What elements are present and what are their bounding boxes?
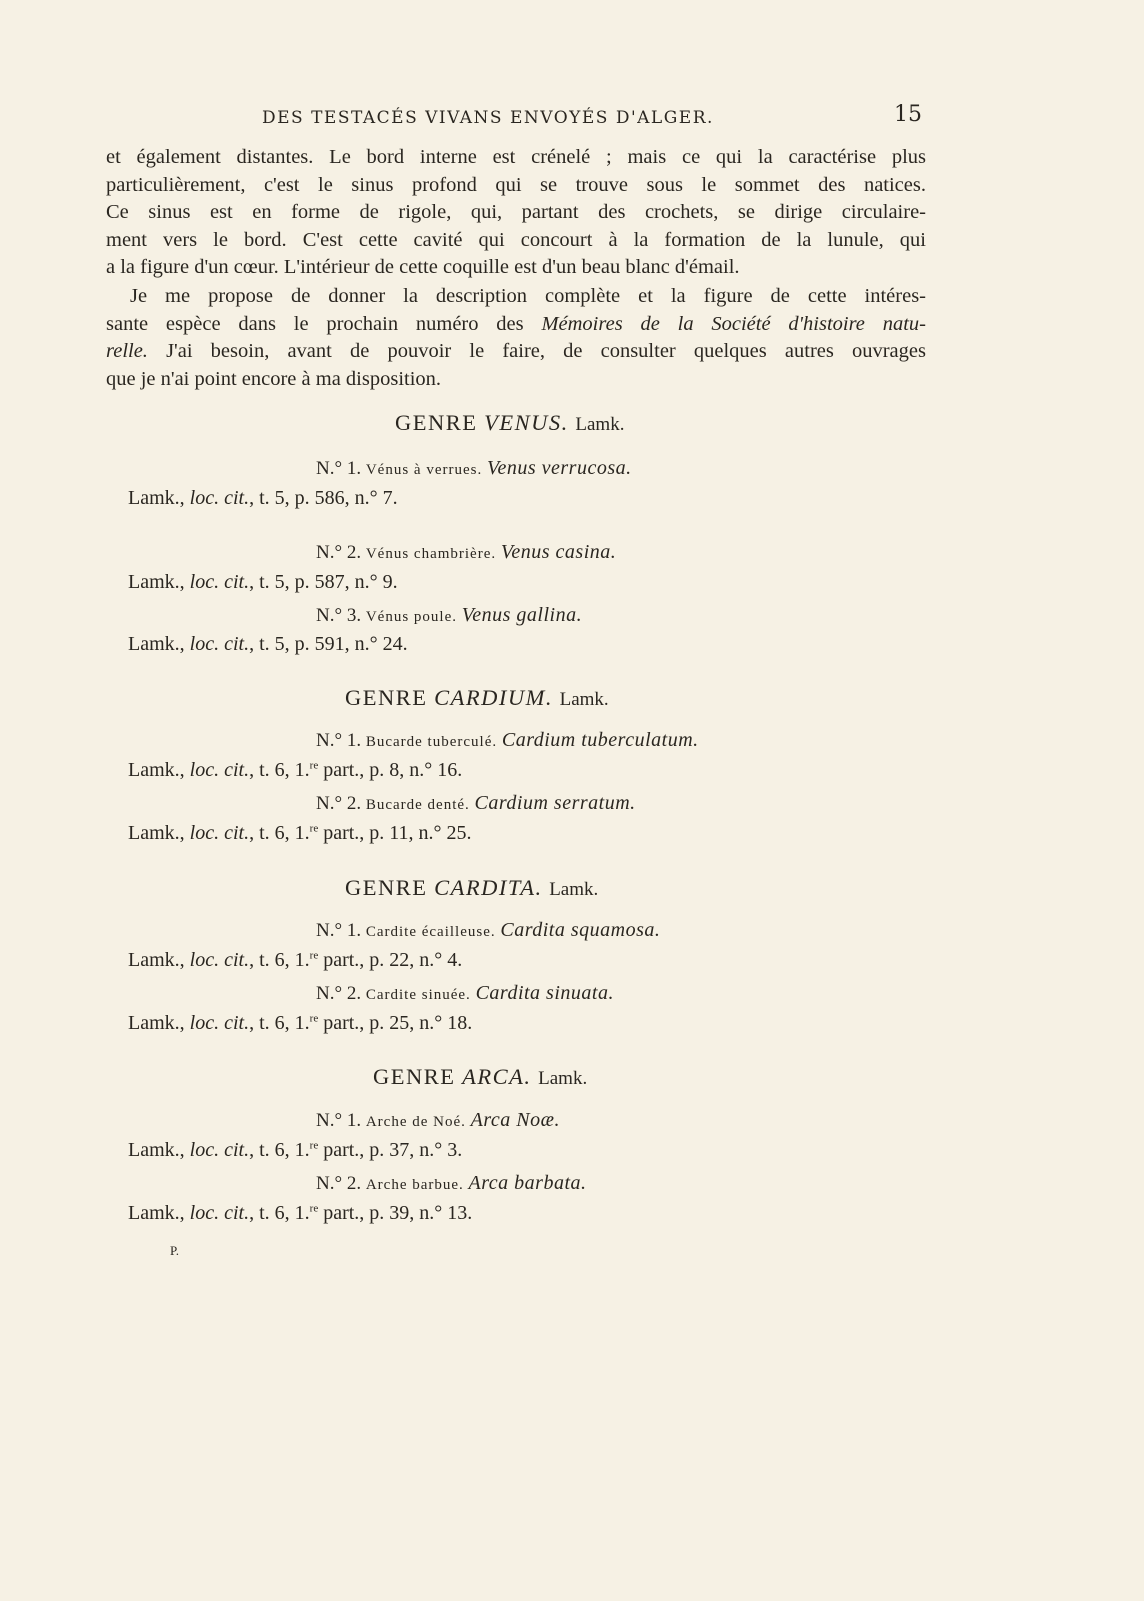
text-line: que je n'ai point encore à ma disposition.: [106, 367, 442, 390]
species-entry: N.° 3. Vénus poule. Venus gallina.: [316, 604, 583, 626]
species-entry: N.° 1. Vénus à verrues. Venus verrucosa.: [316, 457, 632, 479]
journal-title: Mémoires de la Société d'histoire natu-: [541, 312, 926, 335]
paragraph-continuation: [106, 144, 926, 282]
species-entry: N.° 1. Bucarde tuberculé. Cardium tuberculatum.: [316, 729, 699, 751]
text-line: a la figure d'un cœur. L'intérieur de cette coquille est d'un beau blanc d'émail.: [106, 256, 740, 279]
genus-heading-cardium: GENRE CARDIUM. Lamk.: [345, 685, 609, 710]
species-entry: N.° 2. Cardite sinuée. Cardita sinuata.: [316, 982, 614, 1004]
species-entry: N.° 2. Arche barbue. Arca barbata.: [316, 1172, 587, 1194]
text-line: ment vers le bord. C'est cette cavité qui concourt à la formation de la lunule, qui: [106, 228, 926, 251]
species-reference: Lamk., loc. cit., t. 6, 1.$^{re}$ part., p. 25, n.° 18.: [128, 1012, 473, 1034]
species-reference: Lamk., loc. cit., t. 5, p. 587, n.° 9.: [128, 571, 398, 593]
species-reference: Lamk., loc. cit., t. 6, 1.$^{re}$ part., p. 11, n.° 25.: [128, 822, 472, 844]
species-entry: N.° 2. Vénus chambrière. Venus casina.: [316, 541, 617, 563]
species-reference: Lamk., loc. cit., t. 6, 1.$^{re}$ part., p. 22, n.° 4.: [128, 949, 463, 971]
printer-signature: P.: [170, 1243, 180, 1258]
species-reference: Lamk., loc. cit., t. 6, 1.$^{re}$ part., p. 37, n.° 3.: [128, 1139, 463, 1161]
page-number: 15: [894, 102, 922, 127]
species-entry: N.° 1. Arche de Noé. Arca Noæ.: [316, 1109, 560, 1131]
species-reference: Lamk., loc. cit., t. 5, p. 586, n.° 7.: [128, 487, 398, 509]
text-line: et également distantes. Le bord interne est crénelé ; mais ce qui la caractérise plus: [106, 146, 926, 168]
page-header: [262, 104, 922, 134]
text-line: sante espèce dans le prochain numéro des Mémoires de la Société d'histoire natu-: [106, 312, 926, 335]
text-line: particulièrement, c'est le sinus profond qui se trouve sous le sommet des natices.: [106, 173, 926, 196]
species-reference: Lamk., loc. cit., t. 5, p. 591, n.° 24.: [128, 633, 408, 655]
text-line: relle. J'ai besoin, avant de pouvoir le faire, de consulter quelques autres ouvrages: [106, 340, 926, 363]
species-reference: Lamk., loc. cit., t. 6, 1.$^{re}$ part., p. 39, n.° 13.: [128, 1202, 473, 1224]
species-entry: N.° 1. Cardite écailleuse. Cardita squamosa.: [316, 919, 661, 941]
running-title: DES TESTACÉS VIVANS ENVOYÉS D'ALGER.: [262, 108, 714, 128]
text-line: Je me propose de donner la description complète et la figure de cette intéres-: [130, 285, 926, 307]
species-reference: Lamk., loc. cit., t. 6, 1.$^{re}$ part., p. 8, n.° 16.: [128, 759, 463, 781]
genus-heading-arca: GENRE ARCA. Lamk.: [373, 1064, 588, 1089]
paragraph-proposal: [106, 283, 926, 393]
journal-title-end: relle.: [106, 340, 148, 363]
genus-heading-cardita: GENRE CARDITA. Lamk.: [345, 875, 599, 900]
species-entry: N.° 2. Bucarde denté. Cardium serratum.: [316, 792, 636, 814]
genus-heading-venus: GENRE VENUS. Lamk.: [395, 410, 625, 435]
text-line: Ce sinus est en forme de rigole, qui, partant des crochets, se dirige circulaire-: [106, 201, 926, 224]
